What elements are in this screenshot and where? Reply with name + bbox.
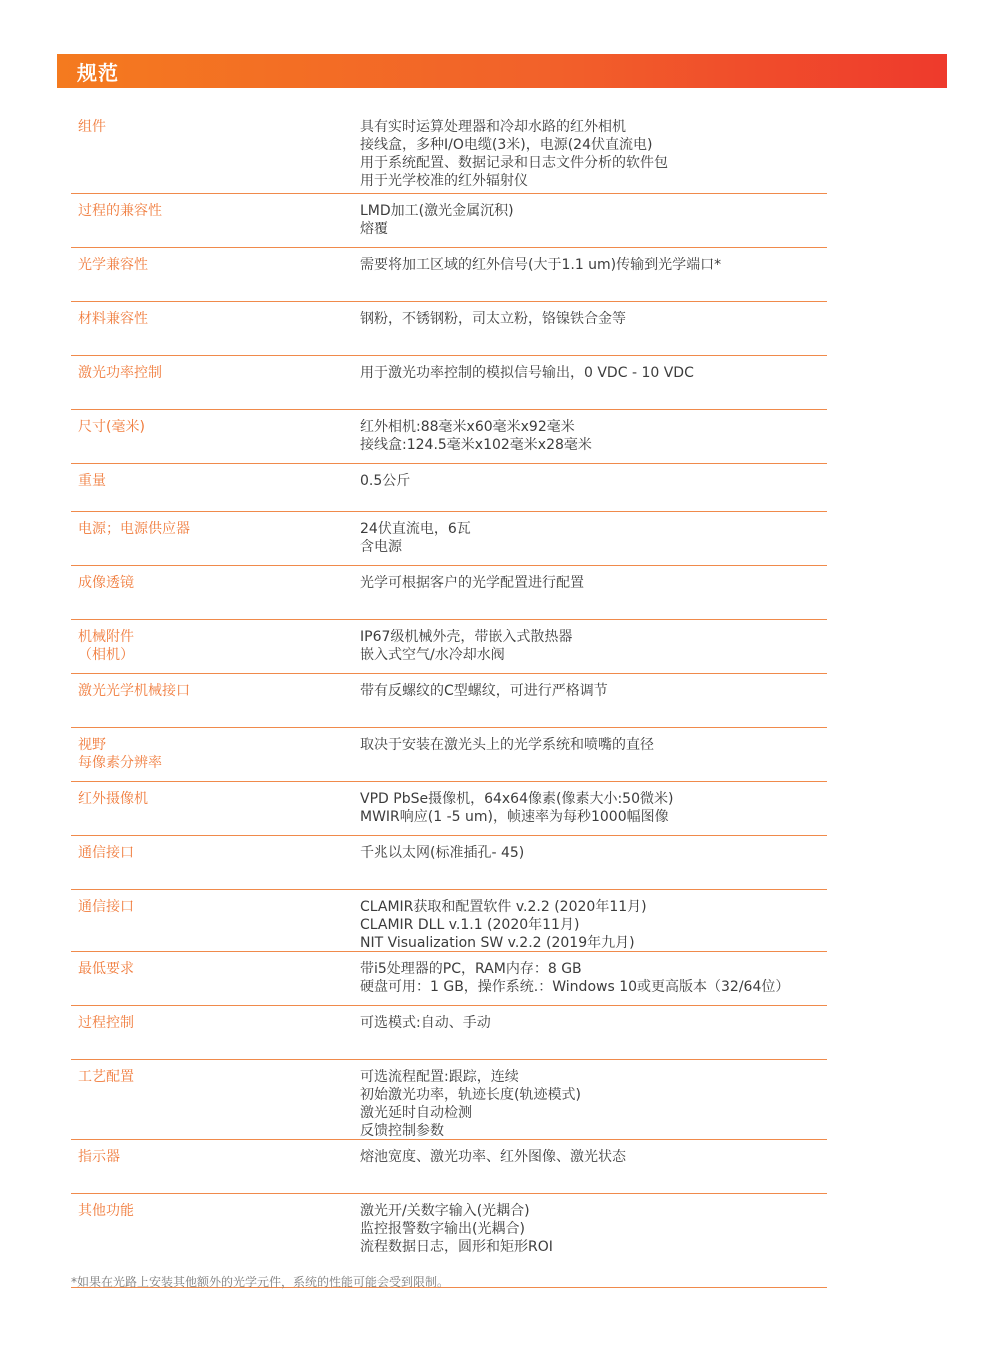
spec-value-line: 带i5处理器的PC，RAM内存：8 GB: [360, 961, 582, 977]
spec-row: [71, 566, 827, 620]
spec-values: [360, 472, 830, 490]
spec-values: [360, 418, 830, 454]
spec-values: [360, 202, 830, 238]
spec-label: 视野 每像素分辨率: [78, 737, 162, 771]
spec-value-line: 具有实时运算处理器和冷却水路的红外相机: [360, 119, 626, 135]
spec-value-line: 0.5公斤: [360, 473, 411, 489]
spec-values: [360, 1202, 830, 1256]
spec-values: [360, 364, 830, 382]
spec-value-line: 带有反螺纹的C型螺纹，可进行严格调节: [360, 683, 608, 699]
spec-value-line: 用于激光功率控制的模拟信号输出，0 VDC - 10 VDC: [360, 365, 694, 381]
spec-label: 重量: [78, 473, 106, 489]
spec-value-line: CLAMIR获取和配置软件 v.2.2 (2020年11月): [360, 899, 647, 915]
spec-label: 其他功能: [78, 1203, 134, 1219]
spec-value-line: 千兆以太网(标准插孔- 45): [360, 845, 525, 861]
spec-row: [71, 248, 827, 302]
spec-row: [71, 356, 827, 410]
spec-value-line: 24伏直流电，6瓦: [360, 521, 471, 537]
spec-row: [71, 620, 827, 674]
spec-value-line: 激光开/关数字输入(光耦合): [360, 1203, 530, 1219]
spec-value-line: IP67级机械外壳，带嵌入式散热器: [360, 629, 573, 645]
spec-table: [71, 110, 827, 1288]
spec-values: [360, 790, 830, 826]
spec-values: [360, 520, 830, 556]
spec-label: 指示器: [78, 1149, 120, 1165]
spec-label: 激光功率控制: [78, 365, 162, 381]
spec-values: [360, 898, 830, 952]
spec-value-line: 可选流程配置:跟踪，连续: [360, 1069, 519, 1085]
spec-label: 电源；电源供应器: [78, 521, 190, 537]
spec-label: 成像透镜: [78, 575, 134, 591]
spec-label: 过程控制: [78, 1015, 134, 1031]
section-title: 规范: [77, 60, 119, 85]
spec-value-line: 用于系统配置、数据记录和日志文件分析的软件包: [360, 155, 668, 171]
spec-values: [360, 960, 830, 996]
spec-label: 尺寸(毫米): [78, 419, 145, 435]
spec-value-line: 接线盒，多种I/O电缆(3米)，电源(24伏直流电): [360, 137, 653, 153]
spec-row: [71, 110, 827, 194]
spec-value-line: 用于光学校准的红外辐射仪: [360, 173, 528, 189]
spec-row: [71, 512, 827, 566]
spec-value-line: 激光延时自动检测: [360, 1105, 472, 1121]
spec-label: 通信接口: [78, 845, 134, 861]
spec-row: [71, 782, 827, 836]
spec-row: [71, 410, 827, 464]
spec-label: 激光光学机械接口: [78, 683, 190, 699]
spec-values: [360, 256, 830, 274]
spec-value-line: 含电源: [360, 539, 402, 555]
spec-values: [360, 1014, 830, 1032]
spec-value-line: 监控报警数字输出(光耦合): [360, 1221, 525, 1237]
spec-values: [360, 1068, 830, 1140]
spec-row: [71, 674, 827, 728]
spec-label: 组件: [78, 119, 106, 135]
spec-row: [71, 836, 827, 890]
spec-value-line: 反馈控制参数: [360, 1123, 444, 1139]
spec-value-line: 流程数据日志，圆形和矩形ROI: [360, 1239, 553, 1255]
spec-row: [71, 194, 827, 248]
spec-value-line: LMD加工(激光金属沉积): [360, 203, 514, 219]
spec-value-line: VPD PbSe摄像机，64x64像素(像素大小:50微米): [360, 791, 674, 807]
spec-values: [360, 682, 830, 700]
spec-value-line: NIT Visualization SW v.2.2 (2019年九月): [360, 935, 635, 951]
spec-label: 机械附件 （相机）: [78, 629, 134, 663]
spec-values: [360, 844, 830, 862]
spec-values: [360, 310, 830, 328]
spec-value-line: 光学可根据客户的光学配置进行配置: [360, 575, 584, 591]
spec-row: [71, 302, 827, 356]
spec-label: 工艺配置: [78, 1069, 134, 1085]
spec-label: 通信接口: [78, 899, 134, 915]
footnote: *如果在光路上安装其他额外的光学元件，系统的性能可能会受到限制。: [71, 1275, 450, 1289]
spec-value-line: 接线盒:124.5毫米x102毫米x28毫米: [360, 437, 592, 453]
spec-values: [360, 118, 830, 190]
spec-label: 光学兼容性: [78, 257, 148, 273]
spec-values: [360, 628, 830, 664]
section-header-bar: [57, 54, 947, 88]
spec-values: [360, 1148, 830, 1166]
spec-value-line: 红外相机:88毫米x60毫米x92毫米: [360, 419, 575, 435]
spec-row: [71, 1006, 827, 1060]
spec-values: [360, 736, 830, 754]
spec-values: [360, 574, 830, 592]
spec-label: 最低要求: [78, 961, 134, 977]
spec-value-line: 硬盘可用：1 GB，操作系统.：Windows 10或更高版本（32/64位）: [360, 979, 790, 995]
spec-value-line: 熔覆: [360, 221, 388, 237]
spec-value-line: 熔池宽度、激光功率、红外图像、激光状态: [360, 1149, 626, 1165]
spec-value-line: CLAMIR DLL v.1.1 (2020年11月): [360, 917, 580, 933]
spec-label: 材料兼容性: [78, 311, 148, 327]
spec-value-line: 取决于安装在激光头上的光学系统和喷嘴的直径: [360, 737, 654, 753]
spec-value-line: 需要将加工区域的红外信号(大于1.1 um)传输到光学端口*: [360, 257, 722, 273]
spec-label: 过程的兼容性: [78, 203, 162, 219]
spec-row: [71, 1140, 827, 1194]
spec-row: [71, 952, 827, 1006]
spec-row: [71, 464, 827, 512]
spec-row: [71, 890, 827, 952]
spec-row: [71, 728, 827, 782]
spec-value-line: 嵌入式空气/水冷却水阀: [360, 647, 505, 663]
spec-value-line: MWIR响应(1 -5 um)，帧速率为每秒1000幅图像: [360, 809, 669, 825]
spec-label: 红外摄像机: [78, 791, 148, 807]
spec-value-line: 钢粉，不锈钢粉，司太立粉，铬镍铁合金等: [360, 311, 626, 327]
spec-value-line: 可选模式:自动、手动: [360, 1015, 491, 1031]
spec-row: [71, 1060, 827, 1140]
spec-value-line: 初始激光功率，轨迹长度(轨迹模式): [360, 1087, 581, 1103]
